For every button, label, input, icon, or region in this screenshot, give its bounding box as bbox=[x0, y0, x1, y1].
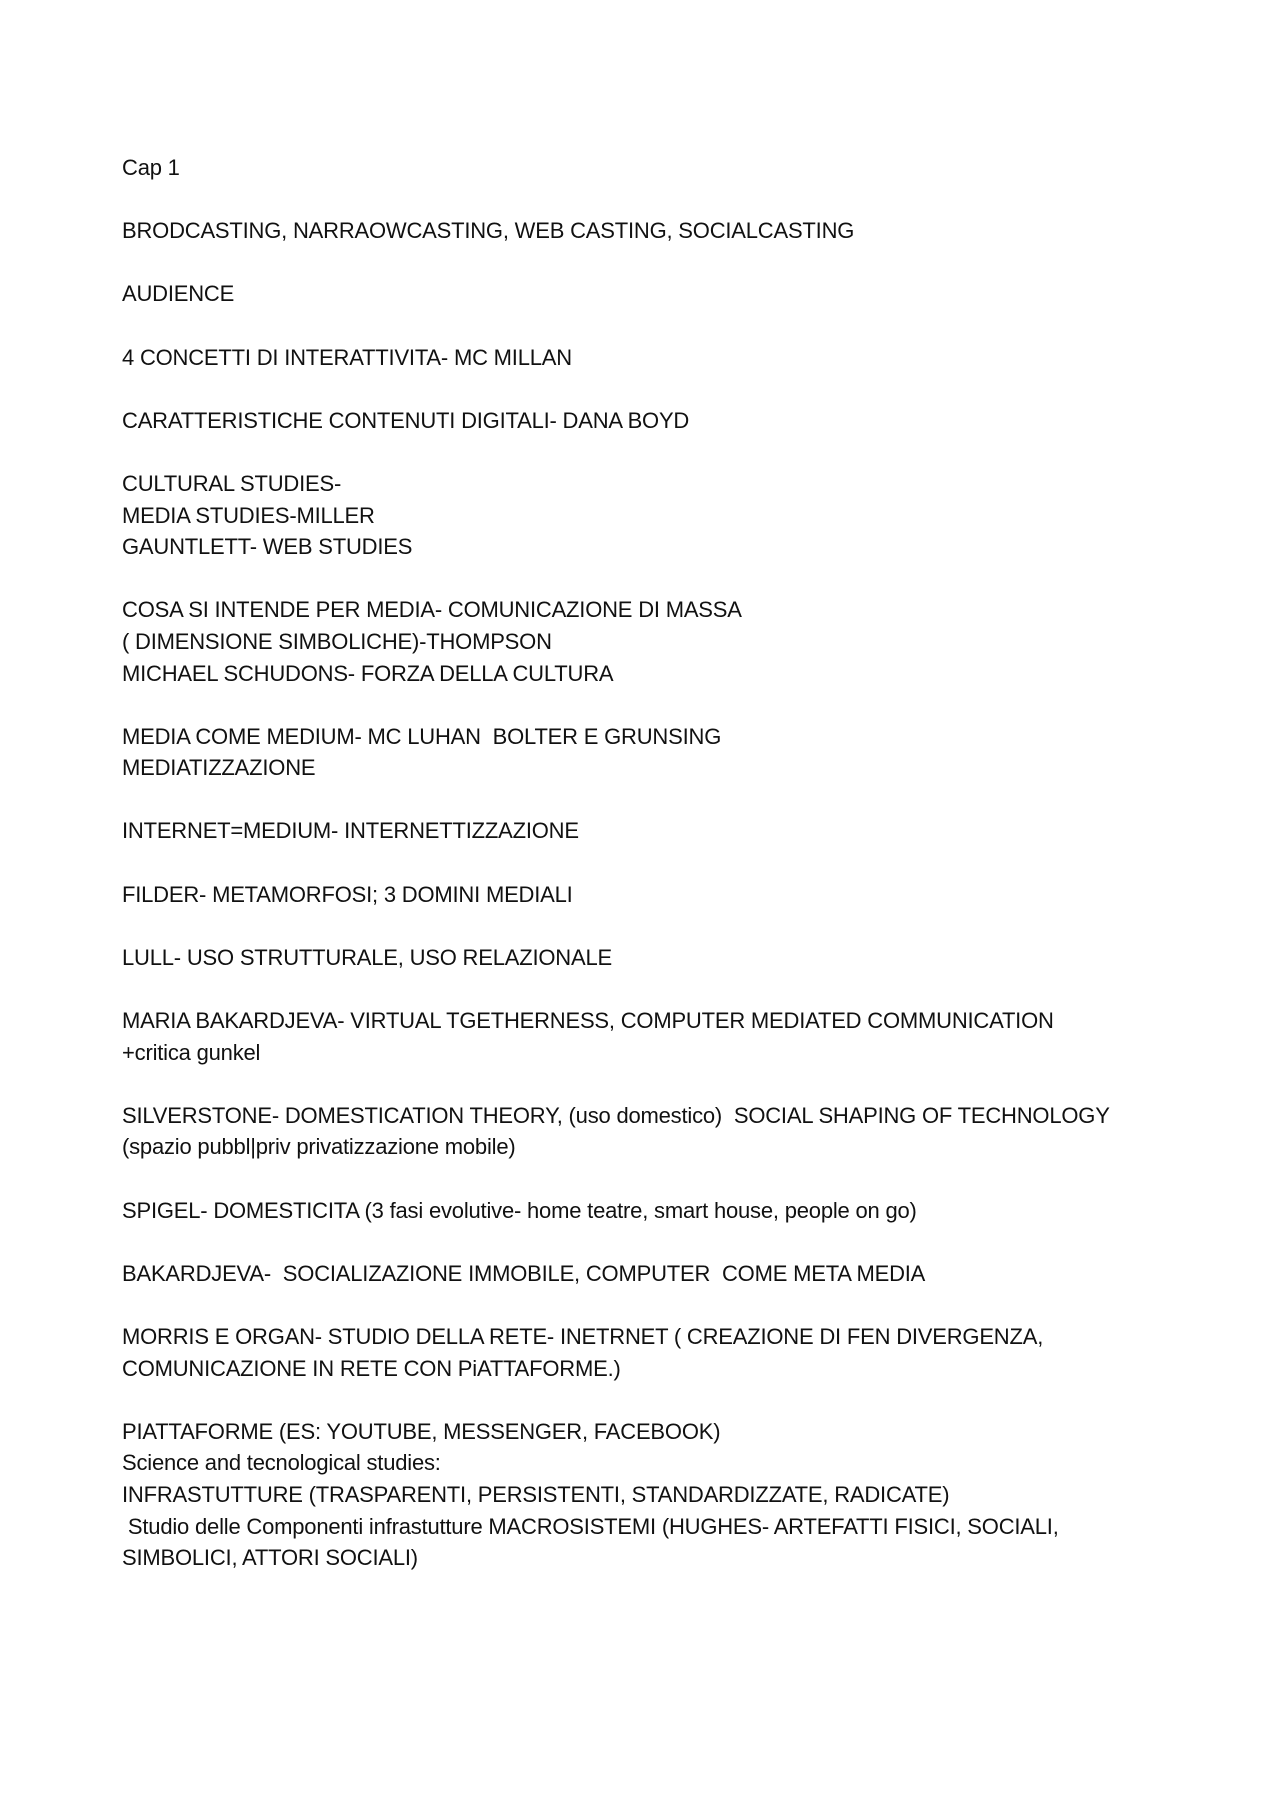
blank-line bbox=[122, 247, 1182, 279]
text-line: 4 CONCETTI DI INTERATTIVITA- MC MILLAN bbox=[122, 344, 572, 370]
text-line: AUDIENCE bbox=[122, 281, 235, 307]
text-line: INTERNET=MEDIUM- INTERNETTIZZAZIONE bbox=[122, 818, 579, 844]
blank-line bbox=[122, 184, 1182, 216]
text-line: ( DIMENSIONE SIMBOLICHE)-THOMPSON bbox=[122, 628, 552, 654]
text-line: CARATTERISTICHE CONTENUTI DIGITALI- DANA BOYD bbox=[122, 407, 690, 433]
blank-line bbox=[122, 1384, 1182, 1416]
text-line: INFRASTUTTURE (TRASPARENTI, PERSISTENTI, STANDARDIZZATE, RADICATE) bbox=[122, 1481, 950, 1507]
blank-line bbox=[122, 373, 1182, 405]
text-line: MARIA BAKARDJEVA- VIRTUAL TGETHERNESS, COMPUTER MEDIATED COMMUNICATION bbox=[122, 1008, 1054, 1034]
text-line: MEDIA COME MEDIUM- MC LUHAN BOLTER E GRUNSING bbox=[122, 723, 722, 749]
text-line: SIMBOLICI, ATTORI SOCIALI) bbox=[122, 1545, 418, 1571]
text-line: PIATTAFORME (ES: YOUTUBE, MESSENGER, FACEBOOK) bbox=[122, 1418, 721, 1444]
text-line: BRODCASTING, NARRAOWCASTING, WEB CASTING, SOCIALCASTING bbox=[122, 218, 855, 244]
text-line: COSA SI INTENDE PER MEDIA- COMUNICAZIONE DI MASSA bbox=[122, 597, 742, 623]
blank-line bbox=[122, 910, 1182, 942]
blank-line bbox=[122, 1068, 1182, 1100]
blank-line bbox=[122, 1163, 1182, 1195]
text-line: +critica gunkel bbox=[122, 1039, 261, 1065]
text-line: FILDER- METAMORFOSI; 3 DOMINI MEDIALI bbox=[122, 881, 573, 907]
text-line: SPIGEL- DOMESTICITA (3 fasi evolutive- home teatre, smart house, people on go) bbox=[122, 1197, 917, 1223]
blank-line bbox=[122, 1289, 1182, 1321]
blank-line bbox=[122, 847, 1182, 879]
blank-line bbox=[122, 563, 1182, 595]
text-line: GAUNTLETT- WEB STUDIES bbox=[122, 534, 413, 560]
text-line: COMUNICAZIONE IN RETE CON PiATTAFORME.) bbox=[122, 1355, 621, 1381]
text-line: MORRIS E ORGAN- STUDIO DELLA RETE- INETRNET ( CREAZIONE DI FEN DIVERGENZA, bbox=[122, 1323, 1044, 1349]
text-line: MICHAEL SCHUDONS- FORZA DELLA CULTURA bbox=[122, 660, 614, 686]
text-line: LULL- USO STRUTTURALE, USO RELAZIONALE bbox=[122, 944, 612, 970]
text-line: MEDIA STUDIES-MILLER bbox=[122, 502, 375, 528]
text-line: CULTURAL STUDIES- bbox=[122, 470, 342, 496]
text-line: Cap 1 bbox=[122, 155, 180, 180]
blank-line bbox=[122, 436, 1182, 468]
blank-line bbox=[122, 973, 1182, 1005]
document-body bbox=[122, 152, 1182, 1574]
blank-line bbox=[122, 784, 1182, 816]
text-line: SILVERSTONE- DOMESTICATION THEORY, (uso domestico) SOCIAL SHAPING OF TECHNOLOGY bbox=[122, 1102, 1110, 1128]
text-line: Science and tecnological studies: bbox=[122, 1450, 441, 1476]
blank-line bbox=[122, 689, 1182, 721]
text-line: (spazio pubbl|priv privatizzazione mobile) bbox=[122, 1134, 516, 1160]
text-line: BAKARDJEVA- SOCIALIZAZIONE IMMOBILE, COMPUTER COME META MEDIA bbox=[122, 1260, 926, 1286]
text-line: Studio delle Componenti infrastutture MACROSISTEMI (HUGHES- ARTEFATTI FISICI, SOCIALI, bbox=[122, 1513, 1059, 1539]
text-line: MEDIATIZZAZIONE bbox=[122, 755, 316, 781]
blank-line bbox=[122, 1226, 1182, 1258]
blank-line bbox=[122, 310, 1182, 342]
